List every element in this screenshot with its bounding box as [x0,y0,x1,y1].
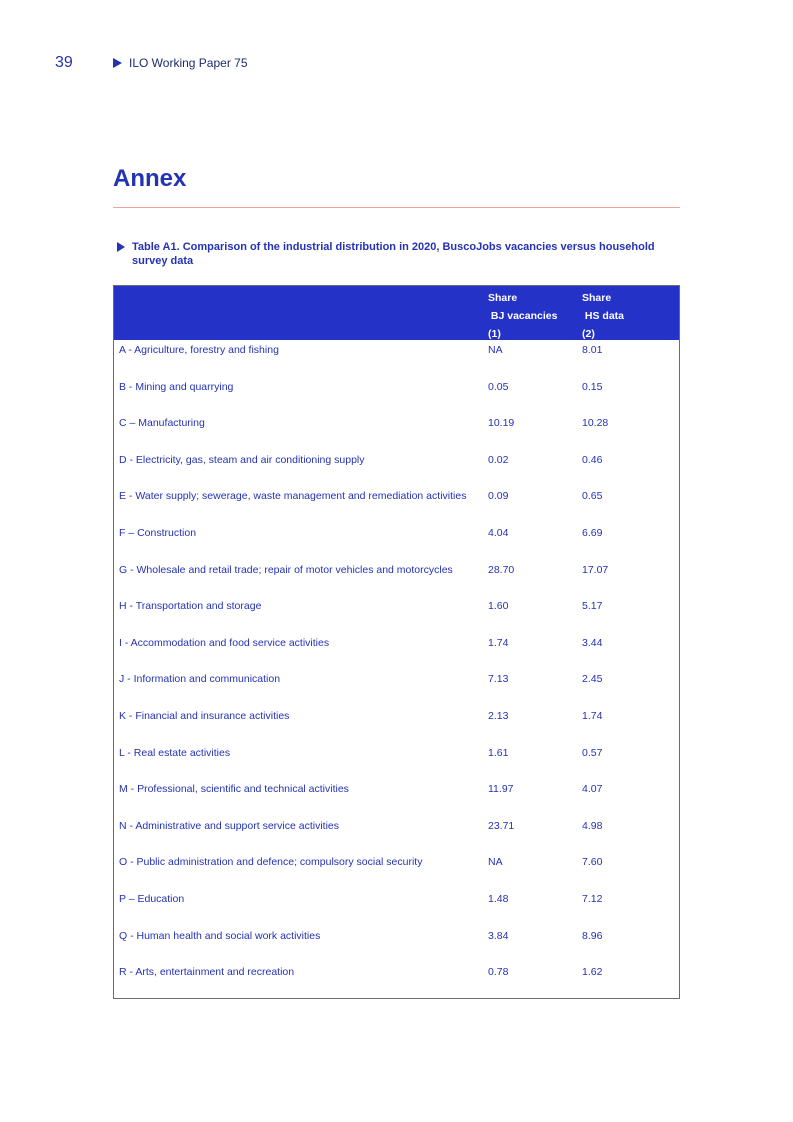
table-row [114,747,679,761]
bj-vacancies-cell: 11.97 [488,783,514,796]
industry-cell: K - Financial and insurance activities [119,710,290,722]
column-header-line: (1) [488,328,501,340]
bj-vacancies-cell: 3.84 [488,929,509,942]
hs-data-cell: 10.28 [582,417,609,430]
column-header-hs [582,289,624,343]
table-row [114,820,679,834]
industry-distribution-table [113,285,680,999]
industry-cell: F – Construction [119,527,197,539]
bj-vacancies-cell: NA [488,856,503,869]
hs-data-cell: 1.74 [582,710,603,722]
industry-cell: R - Arts, entertainment and recreation [119,966,295,979]
title-divider [113,207,680,208]
hs-data-cell: 7.60 [582,856,603,869]
column-header-line: HS data [582,310,625,322]
industry-cell: O - Public administration and defence; compulsory social security [119,856,423,869]
table-row [114,856,679,870]
table-row [114,417,679,431]
industry-cell: N - Administrative and support service activities [119,819,340,832]
hs-data-cell: 6.69 [582,527,603,539]
bj-vacancies-cell: 1.48 [488,893,509,905]
bj-vacancies-cell: 1.61 [488,746,509,759]
hs-data-cell: 8.01 [582,344,603,356]
table-row [114,893,679,907]
bj-vacancies-cell: 28.70 [488,563,515,576]
industry-cell: M - Professional, scientific and technical activities [119,783,349,796]
table-row [114,637,679,651]
table-caption-text: Table A1. Comparison of the industrial distribution in 2020, BuscoJobs vacancies versus household survey data [132,241,655,267]
hs-data-cell: 3.44 [582,636,603,649]
bj-vacancies-cell: 0.09 [488,490,509,503]
bj-vacancies-cell: 0.02 [488,453,509,466]
page-number: 39 [55,54,73,71]
running-header [113,56,248,70]
running-title: ILO Working Paper 75 [129,56,248,70]
table-row [114,600,679,614]
table-row [114,344,679,358]
table-row [114,564,679,578]
industry-cell: H - Transportation and storage [119,600,262,613]
table-header [114,286,679,340]
table-row [114,527,679,541]
industry-cell: C – Manufacturing [119,417,205,430]
hs-data-cell: 5.17 [582,600,603,613]
industry-cell: B - Mining and quarrying [119,380,234,393]
industry-cell: G - Wholesale and retail trade; repair of motor vehicles and motorcycles [119,563,453,576]
bj-vacancies-cell: 10.19 [488,417,515,430]
table-row [114,710,679,724]
table-caption [117,240,680,268]
hs-data-cell: 2.45 [582,673,603,686]
industry-cell: A - Agriculture, forestry and fishing [119,344,279,356]
table-row [114,454,679,468]
industry-cell: L - Real estate activities [119,746,231,759]
hs-data-cell: 0.57 [582,746,603,759]
triangle-bullet-icon [117,242,125,252]
table-row [114,783,679,797]
bj-vacancies-cell: NA [488,344,503,356]
industry-cell: Q - Human health and social work activities [119,929,321,942]
bj-vacancies-cell: 2.13 [488,710,509,722]
industry-cell: J - Information and communication [119,673,281,686]
hs-data-cell: 0.65 [582,490,603,503]
column-header-line: Share [582,292,612,304]
hs-data-cell: 0.46 [582,453,603,466]
column-header-bj [488,289,557,343]
hs-data-cell: 1.62 [582,966,603,979]
bj-vacancies-cell: 1.74 [488,636,509,649]
hs-data-cell: 7.12 [582,893,603,905]
hs-data-cell: 0.15 [582,380,603,393]
industry-cell: P – Education [119,893,185,905]
table-row [114,966,679,980]
industry-cell: I - Accommodation and food service activities [119,636,330,649]
table-row [114,490,679,504]
industry-cell: D - Electricity, gas, steam and air conditioning supply [119,453,365,466]
bj-vacancies-cell: 1.60 [488,600,509,613]
bj-vacancies-cell: 0.78 [488,966,509,979]
bj-vacancies-cell: 4.04 [488,527,509,539]
triangle-bullet-icon [113,58,122,68]
bj-vacancies-cell: 23.71 [488,819,515,832]
table-row [114,381,679,395]
bj-vacancies-cell: 7.13 [488,673,509,686]
column-header-line: Share [488,292,518,304]
hs-data-cell: 4.98 [582,819,603,832]
industry-cell: E - Water supply; sewerage, waste management and remediation activities [119,490,467,503]
hs-data-cell: 8.96 [582,929,603,942]
annex-title: Annex [113,165,187,192]
column-header-line: BJ vacancies [488,310,558,322]
hs-data-cell: 4.07 [582,783,603,796]
column-header-line: (2) [582,328,595,340]
table-row [114,673,679,687]
bj-vacancies-cell: 0.05 [488,380,509,393]
hs-data-cell: 17.07 [582,563,609,576]
table-row [114,930,679,944]
